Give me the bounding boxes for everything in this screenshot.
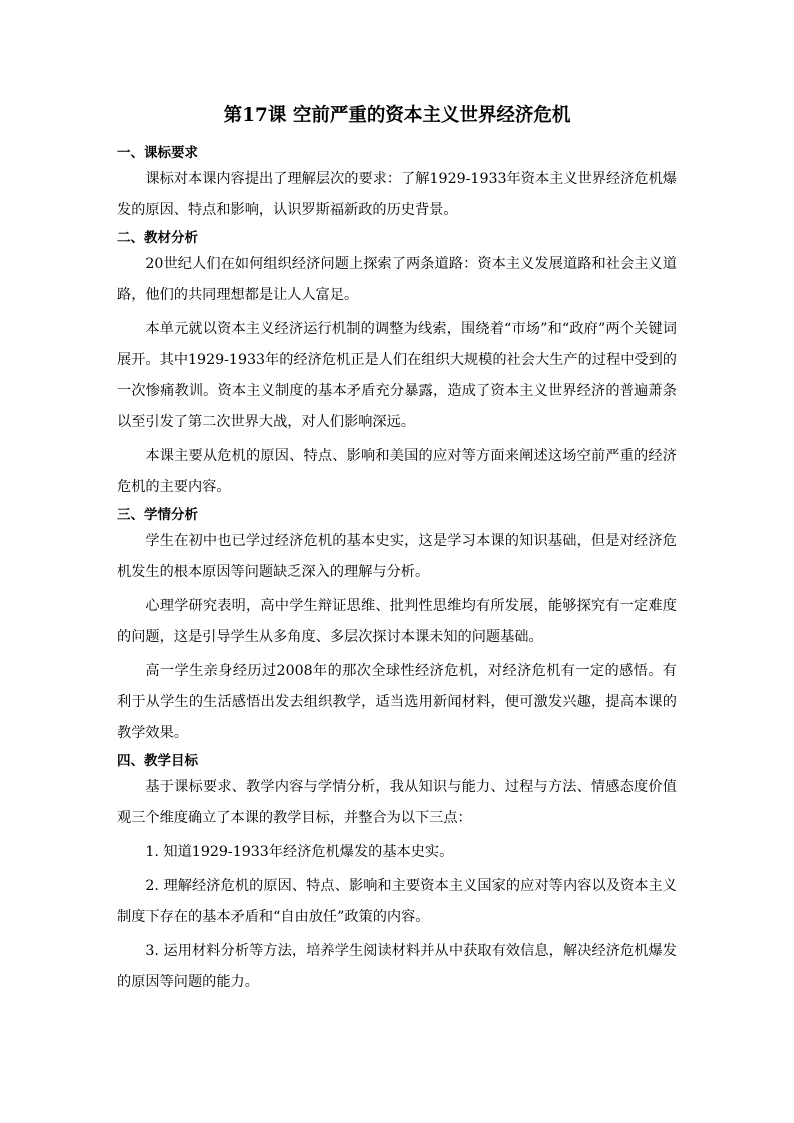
paragraph: 课标对本课内容提出了理解层次的要求：了解1929-1933年资本主义世界经济危机爆发的原因、特点和影响，认识罗斯福新政的历史背景。 xyxy=(117,171,677,218)
section-heading-teaching-goals: 四、教学目标 xyxy=(117,753,198,769)
goal-item-1: 1. 知道1929-1933年经济危机爆发的基本史实。 xyxy=(145,844,454,860)
goal-item-3: 3. 运用材料分析等方法，培养学生阅读材料并从中获取有效信息，解决经济危机爆发的原因等问题的能力。 xyxy=(117,943,677,990)
paragraph: 本课主要从危机的原因、特点、影响和美国的应对等方面来阐述这场空前严重的经济危机的主要内容。 xyxy=(117,448,677,495)
paragraph: 学生在初中也已学过经济危机的基本史实，这是学习本课的知识基础，但是对经济危机发生的根本原因等问题缺乏深入的理解与分析。 xyxy=(117,533,677,580)
paragraph: 20世纪人们在如何组织经济问题上探索了两条道路：资本主义发展道路和社会主义道路，他们的共同理想都是让人人富足。 xyxy=(117,256,677,303)
goal-item-2: 2. 理解经济危机的原因、特点、影响和主要资本主义国家的应对等内容以及资本主义制度下存在的基本矛盾和“自由放任”政策的内容。 xyxy=(117,878,677,925)
paragraph: 高一学生亲身经历过2008年的那次全球性经济危机，对经济危机有一定的感悟。有利于从学生的生活感悟出发去组织教学，适当选用新闻材料，便可激发兴趣，提高本课的教学效果。 xyxy=(117,663,677,741)
document-body xyxy=(117,102,677,998)
document-title: 第17课 空前严重的资本主义世界经济危机 xyxy=(223,105,571,126)
section-heading-textbook-analysis: 二、教材分析 xyxy=(117,230,198,246)
paragraph: 基于课标要求、教学内容与学情分析，我从知识与能力、过程与方法、情感态度价值观三个维度确立了本课的教学目标，并整合为以下三点： xyxy=(117,779,677,826)
paragraph: 心理学研究表明，高中学生辩证思维、批判性思维均有所发展，能够探究有一定难度的问题，这是引导学生从多角度、多层次探讨本课未知的问题基础。 xyxy=(117,598,677,645)
section-heading-curriculum: 一、课标要求 xyxy=(117,145,198,161)
paragraph: 本单元就以资本主义经济运行机制的调整为线索，围绕着“市场”和“政府”两个关键词展开。其中1929-1933年的经济危机正是人们在组织大规模的社会大生产的过程中受到的一次惨痛教训。资本主义制度的基本矛盾充分暴露，造成了资本主义世界经济的普遍萧条以至引发了第二次世界大战，对人们影响深远。 xyxy=(117,321,677,430)
section-heading-student-analysis: 三、学情分析 xyxy=(117,507,198,523)
